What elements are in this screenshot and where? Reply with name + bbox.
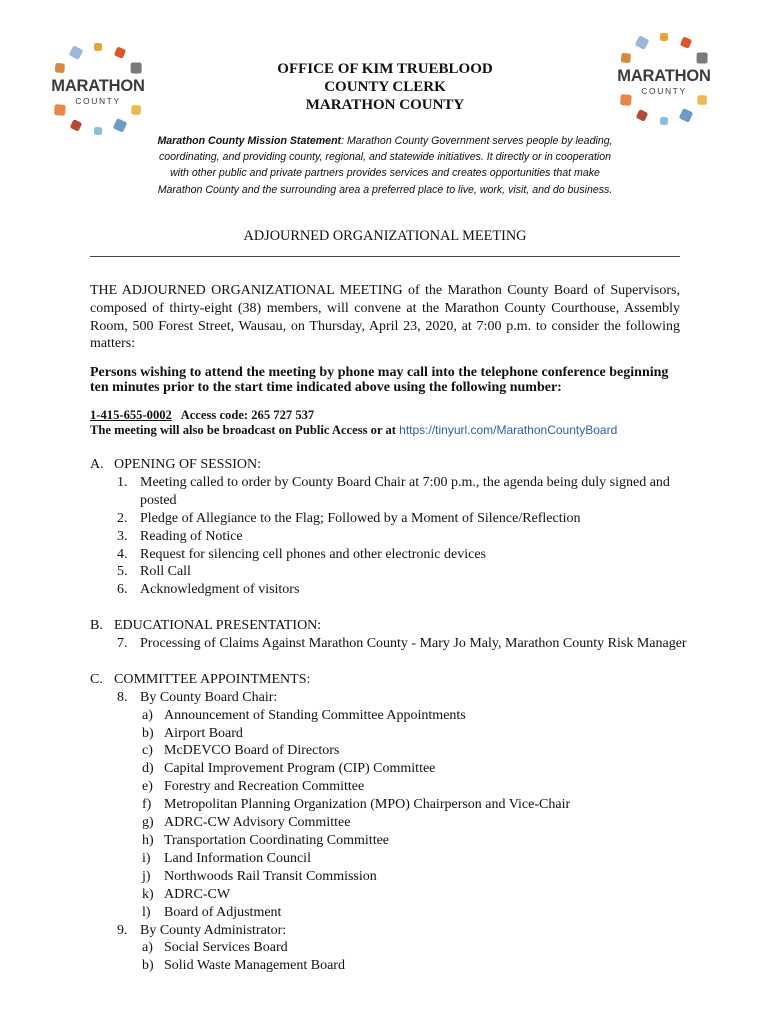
- sub-item: [90, 725, 690, 743]
- sub-item-text: Capital Improvement Program (CIP) Committee: [164, 761, 436, 777]
- logo-subtitle: COUNTY: [641, 86, 687, 96]
- item-number: 9.: [117, 922, 128, 938]
- sub-item-marker: c): [142, 743, 153, 759]
- sub-item-marker: d): [142, 761, 154, 777]
- sub-item: [90, 939, 690, 957]
- sub-item: [90, 760, 690, 778]
- sub-item-text: Board of Adjustment: [164, 904, 282, 920]
- sub-item-marker: l): [142, 904, 151, 920]
- item-text: Processing of Claims Against Marathon County - Mary Jo Maly, Marathon County Risk Manager: [140, 636, 687, 652]
- access-code: Access code: 265 727 537: [180, 408, 315, 422]
- logo-dot: [114, 46, 126, 58]
- sub-item-text: Northwoods Rail Transit Commission: [164, 868, 377, 884]
- phone-access-line: [90, 408, 314, 423]
- section-committee-appointments: [90, 671, 690, 975]
- logo-dot: [70, 119, 83, 132]
- item-number: 1.: [117, 474, 128, 490]
- item-number: 6.: [117, 582, 128, 598]
- sub-item: [90, 796, 690, 814]
- item-text: By County Board Chair:: [140, 689, 278, 705]
- item-text: Meeting called to order by County Board Chair at 7:00 p.m., the agenda being duly signed and posted: [140, 474, 670, 508]
- agenda-item: [90, 635, 690, 653]
- section-opening: [90, 456, 690, 599]
- sub-item: [90, 868, 690, 886]
- sub-item: [90, 778, 690, 796]
- sub-item-text: ADRC-CW Advisory Committee: [164, 815, 351, 831]
- broadcast-line: [90, 423, 617, 438]
- logo-dot: [680, 36, 692, 48]
- broadcast-link[interactable]: https://tinyurl.com/MarathonCountyBoard: [399, 423, 618, 437]
- sub-item: [90, 707, 690, 725]
- sub-item: [90, 742, 690, 760]
- mission-statement: [150, 133, 620, 198]
- sub-item-marker: k): [142, 886, 154, 902]
- sub-item-text: Metropolitan Planning Organization (MPO) Chairperson and Vice-Chair: [164, 797, 571, 813]
- section-educational: [90, 617, 690, 653]
- logo-dot: [660, 33, 668, 41]
- section-title: EDUCATIONAL PRESENTATION:: [114, 618, 322, 634]
- item-number: 7.: [117, 636, 128, 652]
- item-number: 5.: [117, 564, 128, 580]
- sub-item-text: Social Services Board: [164, 940, 288, 956]
- office-header: [0, 60, 770, 114]
- logo-dot: [94, 127, 102, 135]
- header-line-title: COUNTY CLERK: [324, 79, 446, 95]
- agenda-item: [90, 581, 690, 599]
- logo-dot: [94, 43, 102, 51]
- intro-paragraph: THE ADJOURNED ORGANIZATIONAL MEETING of the Marathon County Board of Supervisors, composed of thirty-eight (38) members, will convene at the Marathon County Courthouse, Assembly Room, 500 Forest Street, Wausau, on Thursday, April 23, 2020, at 7:00 p.m. to consider the following matters:: [90, 283, 680, 352]
- logo-dot: [660, 117, 668, 125]
- agenda-item: [90, 510, 690, 528]
- sub-item-text: McDEVCO Board of Directors: [164, 743, 340, 759]
- sub-item: [90, 832, 690, 850]
- meeting-title: ADJOURNED ORGANIZATIONAL MEETING: [243, 228, 527, 244]
- sub-item-marker: i): [142, 850, 151, 866]
- agenda-item: [90, 563, 690, 581]
- sub-item: [90, 904, 690, 922]
- sub-item-marker: b): [142, 725, 154, 741]
- item-number: 2.: [117, 510, 128, 526]
- sub-item-text: Announcement of Standing Committee Appointments: [164, 707, 466, 723]
- section-heading: [90, 671, 690, 689]
- sub-item-text: Forestry and Recreation Committee: [164, 779, 365, 795]
- section-title: OPENING OF SESSION:: [114, 457, 262, 472]
- item-text: Pledge of Allegiance to the Flag; Followed by a Moment of Silence/Reflection: [140, 510, 581, 526]
- sub-item-text: Solid Waste Management Board: [164, 958, 345, 974]
- header-line-county: MARATHON COUNTY: [305, 97, 465, 113]
- sub-item-text: Airport Board: [164, 725, 243, 741]
- section-marker: C.: [90, 671, 103, 687]
- logo-dot: [113, 118, 128, 133]
- sub-item: [90, 850, 690, 868]
- sub-item: [90, 814, 690, 832]
- header-line-office: OFFICE OF KIM TRUEBLOOD: [277, 61, 493, 77]
- section-marker: A.: [90, 457, 104, 472]
- agenda-item: [90, 922, 690, 940]
- agenda: [90, 456, 690, 975]
- sub-item-text: Transportation Coordinating Committee: [164, 833, 390, 848]
- agenda-item: [90, 474, 690, 510]
- item-number: 8.: [117, 689, 128, 705]
- sub-item-marker: f): [142, 797, 152, 813]
- section-title: COMMITTEE APPOINTMENTS:: [114, 671, 311, 687]
- item-text: By County Administrator:: [140, 922, 287, 938]
- sub-item: [90, 886, 690, 904]
- broadcast-text: The meeting will also be broadcast on Public Access or at: [90, 423, 396, 437]
- item-number: 4.: [117, 546, 128, 562]
- sub-item-marker: e): [142, 779, 153, 795]
- logo-wordmark: MARATHON: [51, 77, 145, 95]
- mission-text: : Marathon County Government serves people by leading, coordinating, and providing county, regional, and statewide initiatives. It directly or in cooperation with other public and private partners provides services and creates opportunities that make Marathon County and the surrounding area a preferred place to live, work, visit, and do business.: [157, 135, 613, 196]
- sub-item-text: Land Information Council: [164, 850, 311, 866]
- item-text: Request for silencing cell phones and other electronic devices: [140, 546, 486, 562]
- logo-dot: [635, 35, 650, 50]
- sub-item-marker: g): [142, 815, 154, 831]
- sub-item-marker: h): [142, 833, 154, 848]
- logo-dot: [69, 45, 84, 60]
- phone-attendance-note: Persons wishing to attend the meeting by phone may call into the telephone conference beginning ten minutes prior to the start time indicated above using the following number:: [90, 365, 669, 395]
- sub-item-text: ADRC-CW: [164, 886, 231, 902]
- section-marker: B.: [90, 618, 103, 634]
- item-text: Roll Call: [140, 564, 191, 580]
- sub-item: [90, 957, 690, 975]
- mission-label: Marathon County Mission Statement: [157, 135, 342, 147]
- phone-number: 1-415-655-0002: [90, 408, 172, 422]
- sub-item-marker: a): [142, 940, 153, 956]
- agenda-item: [90, 546, 690, 564]
- sub-item-marker: j): [142, 868, 151, 884]
- sub-item-marker: a): [142, 707, 153, 723]
- agenda-item: [90, 689, 690, 707]
- logo-subtitle: COUNTY: [75, 96, 121, 106]
- item-number: 3.: [117, 528, 128, 544]
- item-text: Reading of Notice: [140, 528, 243, 544]
- item-text: Acknowledgment of visitors: [140, 582, 300, 598]
- logo-wordmark: MARATHON: [617, 67, 711, 85]
- section-heading: [90, 456, 690, 474]
- section-heading: [90, 617, 690, 635]
- divider: [90, 256, 680, 257]
- agenda-item: [90, 528, 690, 546]
- sub-item-marker: b): [142, 958, 154, 974]
